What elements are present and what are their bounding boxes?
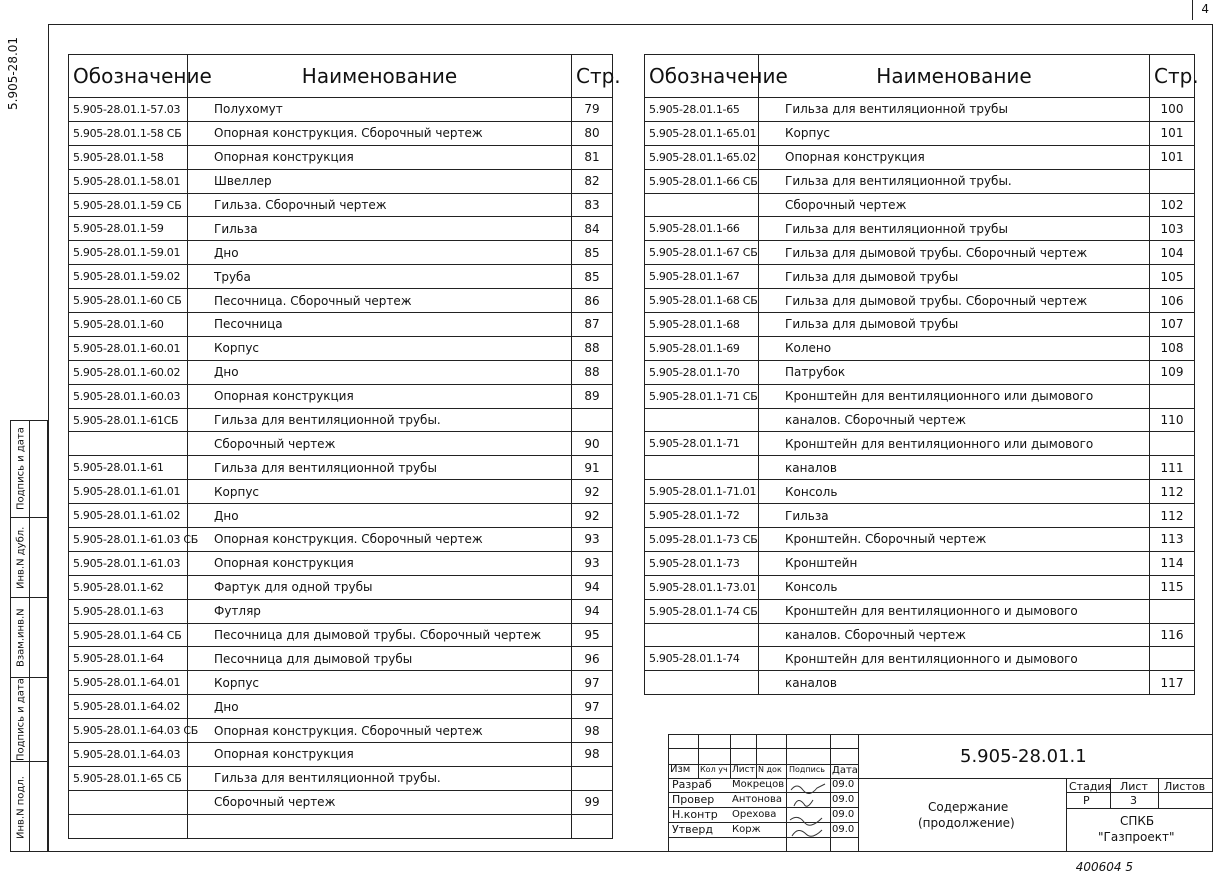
header-name: Наименование: [759, 55, 1150, 98]
row-name: Опорная конструкция. Сборочный чертеж: [188, 121, 572, 145]
table-header-row: [645, 55, 1195, 98]
row-code: 5.905-28.01.1-59 СБ: [69, 193, 188, 217]
row-page: 104: [1150, 241, 1195, 265]
row-page: 92: [572, 504, 613, 528]
row-page: 110: [1150, 408, 1195, 432]
table-row: [645, 145, 1195, 169]
row-code: 5.905-28.01.1-74 СБ: [645, 599, 759, 623]
table-row: [645, 599, 1195, 623]
row-page: 93: [572, 528, 613, 552]
table-row: [69, 456, 613, 480]
table-row: [645, 647, 1195, 671]
row-page: 90: [572, 432, 613, 456]
table-row: [69, 432, 613, 456]
title-line-2: (продолжение): [918, 816, 1015, 830]
col-header: Кол уч: [700, 765, 728, 774]
table-row: [69, 743, 613, 767]
row-name: Полухомут: [188, 98, 572, 122]
table-row: [645, 193, 1195, 217]
row-name: Гильза: [759, 504, 1150, 528]
header-designation: Обозначение: [69, 55, 188, 98]
row-page: 105: [1150, 265, 1195, 289]
row-name: Корпус: [188, 336, 572, 360]
table-row: [69, 241, 613, 265]
row-page: 81: [572, 145, 613, 169]
row-name: Гильза для дымовой трубы. Сборочный чертеж: [759, 241, 1150, 265]
row-name: Дно: [188, 695, 572, 719]
row-page: [1150, 169, 1195, 193]
row-page: [1150, 599, 1195, 623]
stamp-label: Инв.N подл.: [15, 776, 27, 839]
doc-code: 5.905-28.01.1: [960, 746, 1087, 767]
row-page: 108: [1150, 336, 1195, 360]
row-code: 5.905-28.01.1-59.02: [69, 265, 188, 289]
row-name: Кронштейн для вентиляционного и дымового: [759, 599, 1150, 623]
row-code: 5.905-28.01.1-67 СБ: [645, 241, 759, 265]
row-page: 113: [1150, 528, 1195, 552]
row-code: 5.905-28.01.1-59.01: [69, 241, 188, 265]
row-code: 5.905-28.01.1-66: [645, 217, 759, 241]
table-row: [645, 313, 1195, 337]
role-label: Н.контр: [672, 808, 718, 821]
role-person: Мокрецов: [732, 779, 785, 790]
role-label: Разраб: [672, 778, 712, 791]
row-name: Опорная конструкция: [188, 145, 572, 169]
contents-table-right: [644, 54, 1199, 695]
row-page: 107: [1150, 313, 1195, 337]
table-body: [69, 98, 613, 839]
row-code: 5.905-28.01.1-73.01: [645, 575, 759, 599]
row-page: [1150, 432, 1195, 456]
row-code: 5.905-28.01.1-61.03: [69, 551, 188, 575]
table-row: [645, 121, 1195, 145]
row-name: Кронштейн для вентиляционного или дымового: [759, 384, 1150, 408]
row-code: [645, 408, 759, 432]
row-page: 97: [572, 671, 613, 695]
row-code: 5.905-28.01.1-62: [69, 575, 188, 599]
row-page: 111: [1150, 456, 1195, 480]
row-name: Сборочный чертеж: [759, 193, 1150, 217]
row-code: 5.905-28.01.1-71 СБ: [645, 384, 759, 408]
table-row: [69, 599, 613, 623]
row-page: 112: [1150, 504, 1195, 528]
table-row: [645, 671, 1195, 695]
row-name: Гильза для вентиляционной трубы: [759, 217, 1150, 241]
row-name: Сборочный чертеж: [188, 790, 572, 814]
stamp-cell: [11, 761, 47, 853]
row-page: 95: [572, 623, 613, 647]
table-row: [69, 480, 613, 504]
role-person: Корж: [732, 824, 761, 835]
archive-number: 400604 5: [1075, 860, 1133, 874]
signature-marks: [788, 780, 828, 850]
table-row: [69, 671, 613, 695]
row-page: 99: [572, 790, 613, 814]
table-row: [69, 695, 613, 719]
role-date: 09.0: [832, 809, 855, 820]
table-row: [645, 360, 1195, 384]
row-name: Гильза для вентиляционной трубы.: [759, 169, 1150, 193]
table-row: [69, 551, 613, 575]
row-page: 98: [572, 719, 613, 743]
row-name: Кронштейн. Сборочный чертеж: [759, 528, 1150, 552]
row-name: Опорная конструкция: [188, 743, 572, 767]
row-code: [645, 671, 759, 695]
table-row: [69, 313, 613, 337]
row-page: 93: [572, 551, 613, 575]
table-row: [645, 169, 1195, 193]
row-page: 102: [1150, 193, 1195, 217]
table-row: [645, 456, 1195, 480]
row-code: 5.905-28.01.1-69: [645, 336, 759, 360]
table-row: [645, 551, 1195, 575]
header-page: Стр.: [572, 55, 613, 98]
row-code: 5.905-28.01.1-72: [645, 504, 759, 528]
header-name: Наименование: [188, 55, 572, 98]
row-code: 5.905-28.01.1-70: [645, 360, 759, 384]
row-code: 5.905-28.01.1-68: [645, 313, 759, 337]
header-designation: Обозначение: [645, 55, 759, 98]
sheet-number-box: [1192, 0, 1193, 20]
row-name: Дно: [188, 241, 572, 265]
row-code: 5.905-28.01.1-67: [645, 265, 759, 289]
title-block: [668, 734, 1213, 852]
table-row: [69, 575, 613, 599]
row-name: [188, 814, 572, 838]
org-line-2: "Газпроект": [1098, 830, 1175, 844]
row-code: 5.905-28.01.1-61.02: [69, 504, 188, 528]
org-line-1: СПКБ: [1120, 814, 1155, 828]
row-code: 5.905-28.01.1-58 СБ: [69, 121, 188, 145]
row-page: 98: [572, 743, 613, 767]
table-row: [69, 169, 613, 193]
table-row: [645, 432, 1195, 456]
row-code: [69, 432, 188, 456]
row-page: 103: [1150, 217, 1195, 241]
row-name: Песочница: [188, 313, 572, 337]
role-date: 09.0: [832, 779, 855, 790]
table-row: [69, 289, 613, 313]
row-page: 91: [572, 456, 613, 480]
row-page: 97: [572, 695, 613, 719]
row-page: 94: [572, 599, 613, 623]
row-page: 89: [572, 384, 613, 408]
row-name: Консоль: [759, 575, 1150, 599]
table-row: [645, 384, 1195, 408]
row-code: [645, 193, 759, 217]
row-name: Опорная конструкция. Сборочный чертеж: [188, 719, 572, 743]
row-page: 82: [572, 169, 613, 193]
table-row: [645, 408, 1195, 432]
row-page: 101: [1150, 145, 1195, 169]
row-name: Песочница для дымовой трубы. Сборочный чертеж: [188, 623, 572, 647]
stamp-label: Инв.N дубл.: [15, 526, 27, 589]
row-page: 83: [572, 193, 613, 217]
row-code: 5.905-28.01.1-61СБ: [69, 408, 188, 432]
row-name: Опорная конструкция. Сборочный чертеж: [188, 528, 572, 552]
role-person: Антонова: [732, 794, 782, 805]
row-page: 116: [1150, 623, 1195, 647]
row-page: 112: [1150, 480, 1195, 504]
row-code: 5.905-28.01.1-59: [69, 217, 188, 241]
sheet-value: 3: [1130, 794, 1137, 807]
row-page: 106: [1150, 289, 1195, 313]
row-name: Корпус: [188, 480, 572, 504]
table-row: [645, 289, 1195, 313]
row-page: 92: [572, 480, 613, 504]
row-code: [69, 790, 188, 814]
row-code: 5.905-28.01.1-64.01: [69, 671, 188, 695]
row-name: Фартук для одной трубы: [188, 575, 572, 599]
table-row: [69, 766, 613, 790]
row-code: 5.905-28.01.1-61.03 СБ: [69, 528, 188, 552]
row-code: 5.905-28.01.1-58.01: [69, 169, 188, 193]
row-code: 5.905-28.01.1-68 СБ: [645, 289, 759, 313]
row-code: 5.905-28.01.1-65.02: [645, 145, 759, 169]
row-name: каналов: [759, 671, 1150, 695]
row-code: 5.905-28.01.1-65.01: [645, 121, 759, 145]
row-page: 109: [1150, 360, 1195, 384]
table-row: [69, 647, 613, 671]
row-name: Гильза для дымовой трубы: [759, 265, 1150, 289]
row-name: Швеллер: [188, 169, 572, 193]
row-name: Труба: [188, 265, 572, 289]
col-header: Подпись: [789, 765, 825, 774]
row-name: Гильза для вентиляционной трубы.: [188, 408, 572, 432]
row-name: Опорная конструкция: [188, 384, 572, 408]
table-row: [69, 814, 613, 838]
row-name: каналов. Сборочный чертеж: [759, 623, 1150, 647]
row-name: Гильза. Сборочный чертеж: [188, 193, 572, 217]
row-code: 5.905-28.01.1-64.02: [69, 695, 188, 719]
table-row: [645, 504, 1195, 528]
row-code: 5.905-28.01.1-61: [69, 456, 188, 480]
row-name: Корпус: [759, 121, 1150, 145]
row-code: 5.905-28.01.1-63: [69, 599, 188, 623]
row-name: каналов: [759, 456, 1150, 480]
table-body: [645, 98, 1195, 695]
table-row: [69, 504, 613, 528]
stamp-cell: [11, 421, 47, 517]
row-page: [1150, 647, 1195, 671]
table-row: [645, 217, 1195, 241]
row-page: 86: [572, 289, 613, 313]
row-name: Песочница. Сборочный чертеж: [188, 289, 572, 313]
stamp-label: Подпись и дата: [15, 678, 27, 761]
table-row: [69, 145, 613, 169]
row-page: 87: [572, 313, 613, 337]
row-page: 115: [1150, 575, 1195, 599]
role-date: 09.0: [832, 824, 855, 835]
vertical-doc-code: 5.905-28.01: [6, 36, 20, 110]
row-code: 5.905-28.01.1-60 СБ: [69, 289, 188, 313]
row-name: Сборочный чертеж: [188, 432, 572, 456]
row-name: Патрубок: [759, 360, 1150, 384]
row-code: 5.905-28.01.1-61.01: [69, 480, 188, 504]
table-row: [69, 98, 613, 122]
row-page: [572, 408, 613, 432]
stamp-label: Взам.инв.N: [15, 608, 27, 667]
row-name: Колено: [759, 336, 1150, 360]
row-code: 5.905-28.01.1-60.02: [69, 360, 188, 384]
table-row: [645, 528, 1195, 552]
row-name: Кронштейн: [759, 551, 1150, 575]
row-page: 88: [572, 336, 613, 360]
row-code: 5.905-28.01.1-64 СБ: [69, 623, 188, 647]
table-row: [69, 360, 613, 384]
table-row: [69, 623, 613, 647]
row-name: Кронштейн для вентиляционного и дымового: [759, 647, 1150, 671]
table-row: [645, 336, 1195, 360]
row-name: Песочница для дымовой трубы: [188, 647, 572, 671]
table-row: [645, 98, 1195, 122]
row-page: 88: [572, 360, 613, 384]
table-row: [69, 719, 613, 743]
row-page: 80: [572, 121, 613, 145]
row-name: Гильза для вентиляционной трубы.: [188, 766, 572, 790]
row-page: 117: [1150, 671, 1195, 695]
role-label: Утверд: [672, 823, 713, 836]
row-code: 5.905-28.01.1-73: [645, 551, 759, 575]
row-name: Гильза: [188, 217, 572, 241]
row-name: Футляр: [188, 599, 572, 623]
row-name: Гильза для вентиляционной трубы: [188, 456, 572, 480]
col-header: Дата: [832, 765, 858, 776]
row-code: 5.905-28.01.1-58: [69, 145, 188, 169]
row-code: 5.905-28.01.1-71: [645, 432, 759, 456]
table-row: [645, 575, 1195, 599]
row-name: Корпус: [188, 671, 572, 695]
table-row: [69, 193, 613, 217]
row-name: Дно: [188, 360, 572, 384]
row-page: 101: [1150, 121, 1195, 145]
row-code: 5.905-28.01.1-64.03 СБ: [69, 719, 188, 743]
table-row: [69, 217, 613, 241]
row-name: Опорная конструкция: [188, 551, 572, 575]
row-code: 5.905-28.01.1-66 СБ: [645, 169, 759, 193]
row-name: Дно: [188, 504, 572, 528]
contents-table-left: [68, 54, 621, 839]
table-row: [69, 336, 613, 360]
row-page: [572, 814, 613, 838]
stamp-label: Подпись и дата: [15, 427, 27, 511]
stamp-cell: [11, 677, 47, 761]
row-code: 5.905-28.01.1-60.01: [69, 336, 188, 360]
role-label: Провер: [672, 793, 715, 806]
row-page: 96: [572, 647, 613, 671]
table-row: [645, 265, 1195, 289]
row-code: 5.905-28.01.1-57.03: [69, 98, 188, 122]
col-header: Изм: [670, 764, 691, 775]
row-page: 85: [572, 241, 613, 265]
row-code: 5.905-28.01.1-65 СБ: [69, 766, 188, 790]
table-row: [645, 623, 1195, 647]
row-name: Гильза для вентиляционной трубы: [759, 98, 1150, 122]
stamp-cell: [11, 597, 47, 677]
sheets-label: Листов: [1164, 780, 1206, 793]
row-name: Кронштейн для вентиляционного или дымового: [759, 432, 1150, 456]
row-code: 5.905-28.01.1-71.01: [645, 480, 759, 504]
row-code: 5.905-28.01.1-74: [645, 647, 759, 671]
row-name: Опорная конструкция: [759, 145, 1150, 169]
role-person: Орехова: [732, 809, 777, 820]
sheet-label: Лист: [1120, 780, 1148, 793]
row-code: [645, 623, 759, 647]
row-name: каналов. Сборочный чертеж: [759, 408, 1150, 432]
table-row: [645, 480, 1195, 504]
row-code: [645, 456, 759, 480]
table-row: [69, 790, 613, 814]
row-name: Гильза для дымовой трубы. Сборочный чертеж: [759, 289, 1150, 313]
row-code: 5.905-28.01.1-65: [645, 98, 759, 122]
row-page: 85: [572, 265, 613, 289]
table-header-row: [69, 55, 613, 98]
row-page: 94: [572, 575, 613, 599]
row-page: [1150, 384, 1195, 408]
table-row: [69, 121, 613, 145]
row-name: Консоль: [759, 480, 1150, 504]
sheet-number: 4: [1201, 2, 1209, 16]
row-page: 114: [1150, 551, 1195, 575]
table-row: [645, 241, 1195, 265]
table-row: [69, 384, 613, 408]
row-name: Гильза для дымовой трубы: [759, 313, 1150, 337]
row-code: 5.905-28.01.1-60.03: [69, 384, 188, 408]
row-page: [572, 766, 613, 790]
stage-value: Р: [1083, 794, 1090, 807]
table-row: [69, 265, 613, 289]
col-header: Лист: [732, 765, 755, 775]
row-code: 5.905-28.01.1-60: [69, 313, 188, 337]
table-row: [69, 408, 613, 432]
col-header: N док: [758, 765, 782, 774]
stamp-cell: [11, 517, 47, 597]
row-code: [69, 814, 188, 838]
title-line-1: Содержание: [928, 800, 1009, 814]
table-row: [69, 528, 613, 552]
row-page: 100: [1150, 98, 1195, 122]
binding-stamp: [10, 420, 48, 852]
row-page: 84: [572, 217, 613, 241]
row-code: 5.905-28.01.1-64.03: [69, 743, 188, 767]
role-date: 09.0: [832, 794, 855, 805]
stage-label: Стадия: [1069, 780, 1112, 793]
row-code: 5.905-28.01.1-64: [69, 647, 188, 671]
row-code: 5.095-28.01.1-73 СБ: [645, 528, 759, 552]
row-page: 79: [572, 98, 613, 122]
header-page: Стр.: [1150, 55, 1195, 98]
